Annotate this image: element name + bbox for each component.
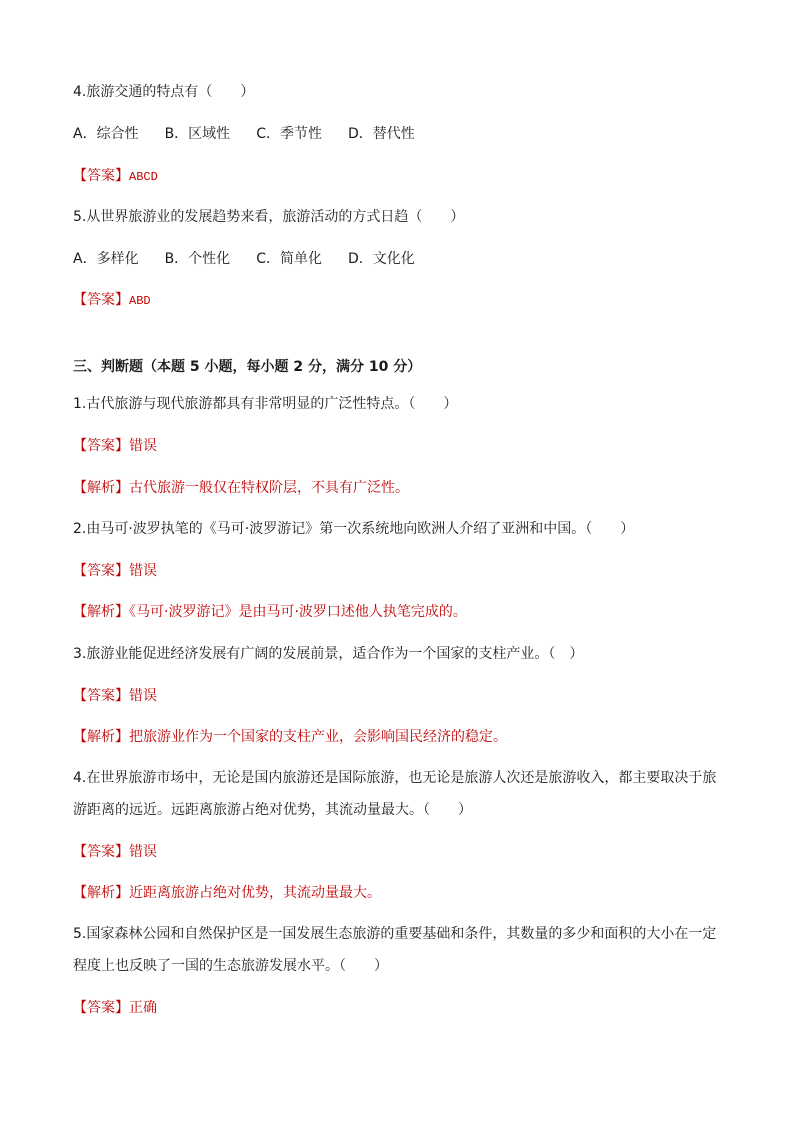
answer-tag: 【答案】 <box>73 844 129 860</box>
answer-value: 错误 <box>129 563 157 579</box>
answer-value: ABCD <box>129 170 158 184</box>
question-stem: 1.古代旅游与现代旅游都具有非常明显的广泛性特点。（ ） <box>73 396 458 412</box>
analysis-tag: 【解析】 <box>73 480 129 496</box>
option-c: C．季节性 <box>256 126 322 142</box>
question-stem: 5.国家森林公园和自然保护区是一国发展生态旅游的重要基础和条件，其数量的多少和面积的大小在一定程度上也反映了一国的生态旅游发展水平。（ ） <box>73 926 717 974</box>
question-stem: 2.由马可·波罗执笔的《马可·波罗游记》第一次系统地向欧洲人介绍了亚洲和中国。（ ） <box>73 521 635 537</box>
question-stem: 5.从世界旅游业的发展趋势来看，旅游活动的方式日趋（ ） <box>73 209 465 225</box>
answer-tag: 【答案】 <box>73 563 129 579</box>
analysis-text: 古代旅游一般仅在特权阶层，不具有广泛性。 <box>129 480 409 496</box>
analysis-text: 把旅游业作为一个国家的支柱产业，会影响国民经济的稳定。 <box>129 729 507 745</box>
question-options <box>73 124 441 144</box>
analysis-text: 《马可·波罗游记》是由马可·波罗口述他人执笔完成的。 <box>129 604 467 620</box>
answer-tag: 【答案】 <box>73 438 129 454</box>
analysis-line <box>73 727 507 747</box>
answer-line <box>73 686 157 706</box>
option-b: B．个性化 <box>164 251 231 267</box>
option-c: C．简单化 <box>256 251 322 267</box>
answer-value: 错误 <box>129 844 157 860</box>
option-d: D．文化化 <box>347 251 415 267</box>
answer-line <box>73 998 157 1018</box>
answer-line <box>73 842 157 862</box>
option-a: A．多样化 <box>73 251 139 267</box>
answer-value: ABD <box>129 294 151 308</box>
answer-tag: 【答案】 <box>73 688 129 704</box>
analysis-line <box>73 602 467 622</box>
option-a: A．综合性 <box>73 126 139 142</box>
option-b: B．区域性 <box>164 126 231 142</box>
analysis-text: 近距离旅游占绝对优势，其流动量最大。 <box>129 885 381 901</box>
question-stem: 3.旅游业能促进经济发展有广阔的发展前景，适合作为一个国家的支柱产业。（ ） <box>73 646 584 662</box>
answer-line <box>73 290 151 311</box>
answer-tag: 【答案】 <box>73 168 129 184</box>
question-options <box>73 249 441 269</box>
answer-value: 错误 <box>129 688 157 704</box>
question-stem: 4.在世界旅游市场中，无论是国内旅游还是国际旅游，也无论是旅游人次还是旅游收入，都主要取决于旅游距离的远近。远距离旅游占绝对优势，其流动量最大。（ ） <box>73 770 717 818</box>
analysis-tag: 【解析】 <box>73 604 129 620</box>
section-heading: 三、判断题（本题 5 小题，每小题 2 分，满分 10 分） <box>73 359 422 375</box>
answer-line <box>73 436 157 456</box>
answer-line <box>73 561 157 581</box>
answer-tag: 【答案】 <box>73 1000 129 1016</box>
analysis-line <box>73 883 381 903</box>
analysis-tag: 【解析】 <box>73 885 129 901</box>
answer-line <box>73 166 158 187</box>
question-stem: 4.旅游交通的特点有（ ） <box>73 84 255 100</box>
answer-tag: 【答案】 <box>73 292 129 308</box>
option-d: D．替代性 <box>347 126 415 142</box>
analysis-line <box>73 478 409 498</box>
answer-value: 正确 <box>129 1000 157 1016</box>
analysis-tag: 【解析】 <box>73 729 129 745</box>
answer-value: 错误 <box>129 438 157 454</box>
